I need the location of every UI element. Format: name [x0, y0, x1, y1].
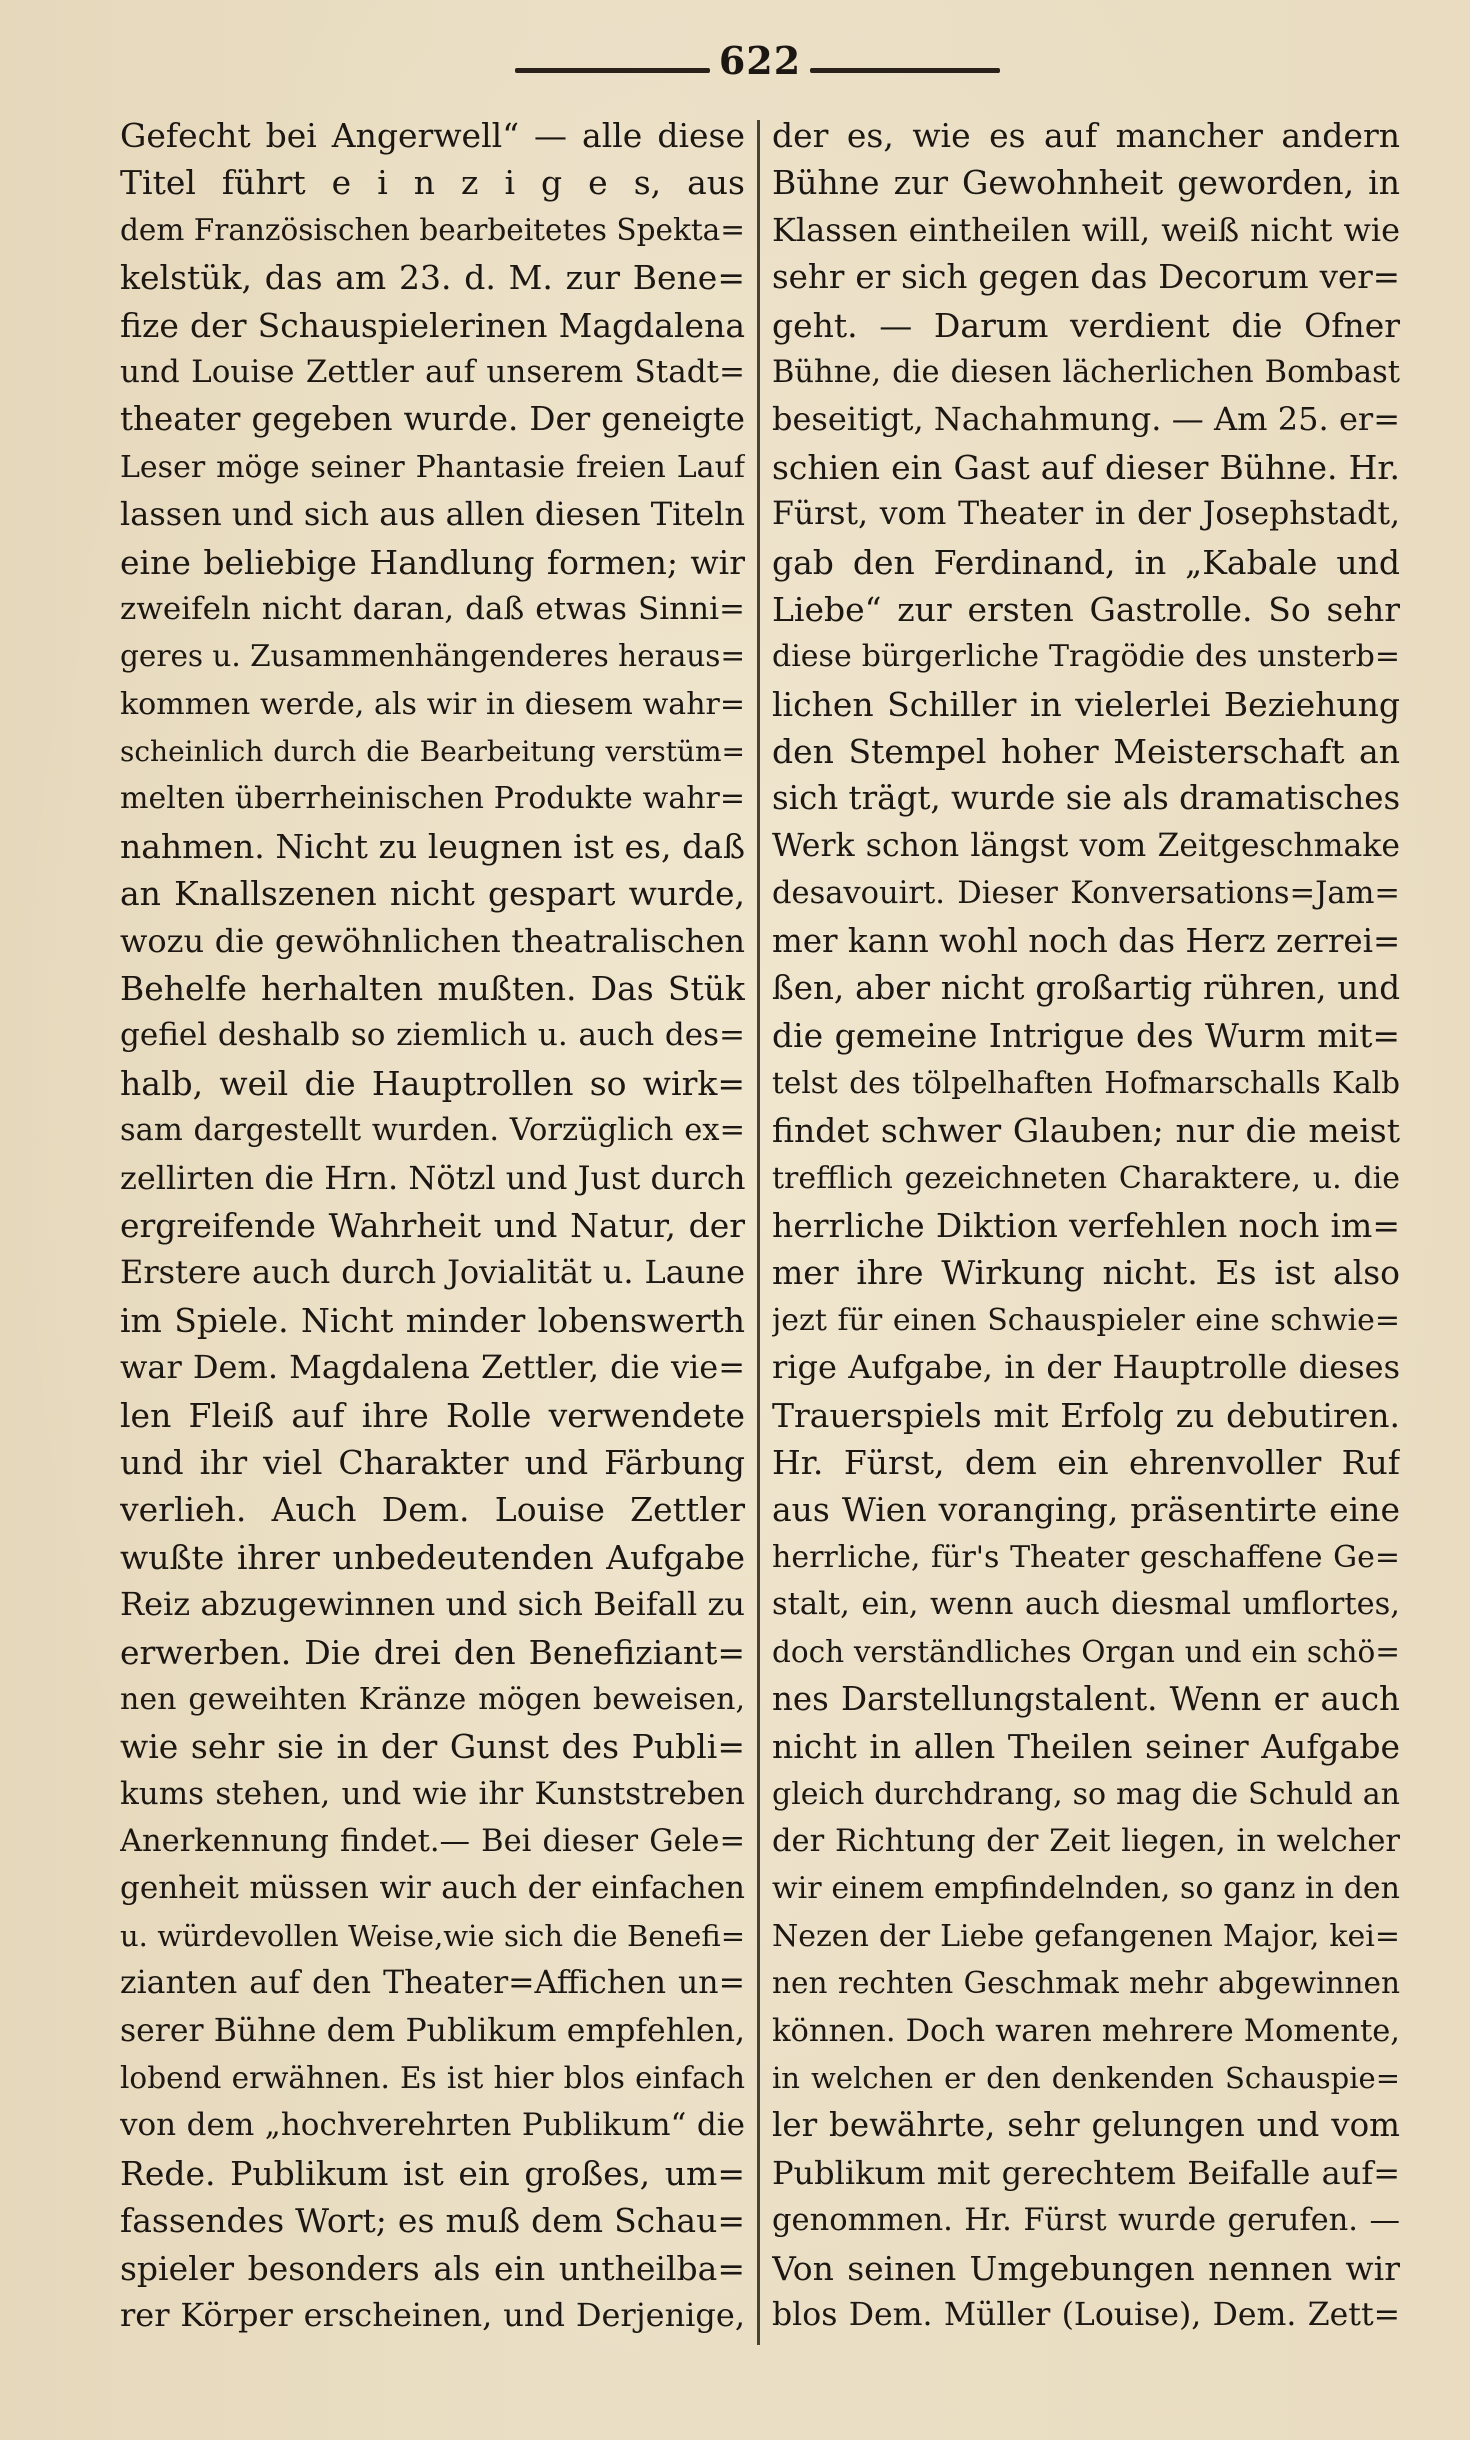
text-line: aus Wien voranging, präsentirte eine [772, 1490, 1400, 1530]
text-line: u. würdevollen Weise,wie sich die Benefi= [120, 1918, 745, 1953]
text-line: lobend erwähnen. Es ist hier blos einfach [120, 2061, 745, 2096]
text-line: herrliche, für's Theater geschaffene Ge= [772, 1539, 1400, 1575]
text-line: desavouirt. Dieser Konversations=Jam= [772, 876, 1400, 912]
text-line: in welchen er den denkenden Schauspie= [772, 2061, 1400, 2096]
text-line: herrliche Diktion verfehlen noch im= [772, 1205, 1400, 1245]
text-line: verlieh. Auch Dem. Louise Zettler [120, 1490, 745, 1530]
text-line: Klassen eintheilen will, weiß nicht wie [772, 210, 1400, 249]
text-line: der es, wie es auf mancher andern [772, 116, 1400, 155]
text-line: nen geweihten Kränze mögen beweisen, [120, 1681, 745, 1717]
text-line: schien ein Gast auf dieser Bühne. Hr. [772, 447, 1400, 487]
text-line: nicht in allen Theilen seiner Aufgabe [772, 1727, 1400, 1767]
text-line: Bühne zur Gewohnheit geworden, in [772, 163, 1400, 203]
text-line: Hr. Fürst, dem ein ehrenvoller Ruf [772, 1442, 1400, 1482]
text-line: nen rechten Geschmak mehr abgewinnen [772, 1966, 1400, 2001]
text-line: die gemeine Intrigue des Wurm mit= [772, 1016, 1400, 1056]
text-line: wie sehr sie in der Gunst des Publi= [120, 1727, 745, 1767]
text-line: kelstük, das am 23. d. M. zur Bene= [120, 258, 745, 298]
text-line: erwerben. Die drei den Benefiziant= [120, 1632, 745, 1672]
text-line: mer kann wohl noch das Herz zerrei= [772, 921, 1400, 960]
text-line: ler bewährte, sehr gelungen und vom [772, 2106, 1400, 2145]
text-line: den Stempel hoher Meisterschaft an [772, 732, 1400, 772]
text-line: Reiz abzugewinnen und sich Beifall zu [120, 1585, 745, 1624]
text-line: nes Darstellungstalent. Wenn er auch [772, 1679, 1400, 1718]
text-line: nahmen. Nicht zu leugnen ist es, daß [120, 826, 745, 866]
text-line: gab den Ferdinand, in „Kabale und [772, 542, 1400, 582]
text-line: melten überrheinischen Produkte wahr= [120, 781, 745, 817]
text-line: Liebe“ zur ersten Gastrolle. So sehr [772, 589, 1400, 629]
text-line: geres u. Zusammenhängenderes heraus= [120, 639, 745, 674]
text-line: len Fleiß auf ihre Rolle verwendete [120, 1395, 745, 1435]
text-line: war Dem. Magdalena Zettler, die vie= [120, 1348, 745, 1387]
text-line: Fürst, vom Theater in der Josephstadt, [772, 496, 1400, 533]
text-line: gefiel deshalb so ziemlich u. auch des= [120, 1017, 745, 1054]
text-line: halb, weil die Hauptrollen so wirk= [120, 1063, 745, 1103]
text-line: genheit müssen wir auch der einfachen [120, 1870, 745, 1907]
text-line: sehr er sich gegen das Decorum ver= [772, 258, 1400, 297]
text-line: geht. — Darum verdient die Ofner [772, 305, 1400, 345]
text-line: trefflich gezeichneten Charaktere, u. die [772, 1160, 1400, 1196]
text-line: kommen werde, als wir in diesem wahr= [120, 686, 745, 722]
text-line: Leser möge seiner Phantasie freien Lauf [120, 449, 745, 485]
text-line: von dem „hochverehrten Publikum“ die [120, 2107, 745, 2144]
text-line: rige Aufgabe, in der Hauptrolle dieses [772, 1348, 1400, 1387]
text-line: fassendes Wort; es muß dem Schau= [120, 2201, 745, 2241]
text-line: sam dargestellt wurden. Vorzüglich ex= [120, 1113, 745, 1149]
right-text-column [772, 112, 1400, 2339]
text-line: wußte ihrer unbedeutenden Aufgabe [120, 1537, 745, 1577]
text-line: Behelfe herhalten mußten. Das Stük [120, 969, 745, 1009]
page-header [0, 38, 1470, 98]
text-line: rer Körper erscheinen, und Derjenige, [120, 2295, 745, 2334]
text-line: Werk schon längst vom Zeitgeschmake [772, 827, 1400, 864]
text-line: Erstere auch durch Jovialität u. Laune [120, 1253, 745, 1292]
text-line: blos Dem. Müller (Louise), Dem. Zett= [772, 2296, 1400, 2333]
text-line: können. Doch waren mehrere Momente, [772, 2013, 1400, 2049]
text-line: diese bürgerliche Tragödie des unsterb= [772, 639, 1400, 675]
text-line: zweifeln nicht daran, daß etwas Sinni= [120, 590, 745, 627]
text-line: lichen Schiller in vielerlei Beziehung [772, 684, 1400, 724]
page-number: 622 [718, 38, 802, 83]
text-line: ßen, aber nicht großartig rühren, und [772, 969, 1400, 1008]
header-rule-right [810, 68, 1000, 73]
text-line: Nezen der Liebe gefangenen Major, kei= [772, 1918, 1400, 1954]
text-line: Bühne, die diesen lächerlichen Bombast [772, 354, 1400, 390]
left-text-column [120, 112, 745, 2339]
text-line: spieler besonders als ein untheilba= [120, 2248, 745, 2288]
text-line: theater gegeben wurde. Der geneigte [120, 400, 745, 439]
text-line: wir einem empfindelnden, so ganz in den [772, 1871, 1400, 1907]
text-line: Trauerspiels mit Erfolg zu debutiren. [772, 1395, 1400, 1435]
text-line: beseitigt, Nachahmung. — Am 25. er= [772, 400, 1400, 439]
text-line: im Spiele. Nicht minder lobenswerth [120, 1300, 745, 1340]
text-line: lassen und sich aus allen diesen Titeln [120, 495, 745, 534]
text-line: Rede. Publikum ist ein großes, um= [120, 2153, 745, 2193]
text-line: wozu die gewöhnlichen theatralischen [120, 921, 745, 960]
text-line: genommen. Hr. Fürst wurde gerufen. — [772, 2203, 1400, 2239]
text-line: an Knallszenen nicht gespart wurde, [120, 874, 745, 914]
text-line: mer ihre Wirkung nicht. Es ist also [772, 1253, 1400, 1293]
text-line: Von seinen Umgebungen nennen wir [772, 2248, 1400, 2288]
text-line: und ihr viel Charakter und Färbung [120, 1442, 745, 1482]
text-line: telst des tölpelhaften Hofmarschalls Kalb [772, 1065, 1400, 1100]
text-line: kums stehen, und wie ihr Kunststreben [120, 1775, 745, 1812]
text-line: scheinlich durch die Bearbeitung verstüm= [120, 735, 745, 769]
text-line: dem Französischen bearbeitetes Spekta= [120, 212, 745, 247]
text-line: und Louise Zettler auf unserem Stadt= [120, 353, 745, 390]
text-line: fize der Schauspielerinen Magdalena [120, 305, 745, 345]
text-line: doch verständliches Organ und ein schö= [772, 1634, 1400, 1669]
text-line: Titel führt e i n z i g e s, aus [120, 163, 745, 203]
text-line: findet schwer Glauben; nur die meist [772, 1111, 1400, 1151]
text-line: Publikum mit gerechtem Beifalle auf= [772, 2153, 1400, 2192]
text-line: serer Bühne dem Publikum empfehlen, [120, 2012, 745, 2049]
text-line: zianten auf den Theater=Affichen un= [120, 1965, 745, 2002]
text-line: eine beliebige Handlung formen; wir [120, 542, 745, 582]
text-line: ergreifende Wahrheit und Natur, der [120, 1205, 745, 1245]
text-line: zellirten die Hrn. Nötzl und Just durch [120, 1158, 745, 1197]
header-rule-left [515, 68, 710, 73]
text-line: Gefecht bei Angerwell“ — alle diese [120, 116, 745, 155]
column-divider [757, 120, 760, 2345]
text-line: Anerkennung findet.— Bei dieser Gele= [120, 1824, 745, 1860]
text-line: sich trägt, wurde sie als dramatisches [772, 779, 1400, 818]
text-line: der Richtung der Zeit liegen, in welcher [772, 1824, 1400, 1860]
text-line: stalt, ein, wenn auch diesmal umflortes, [772, 1587, 1400, 1623]
text-line: jezt für einen Schauspieler eine schwie= [772, 1302, 1400, 1338]
text-line: gleich durchdrang, so mag die Schuld an [772, 1776, 1400, 1812]
